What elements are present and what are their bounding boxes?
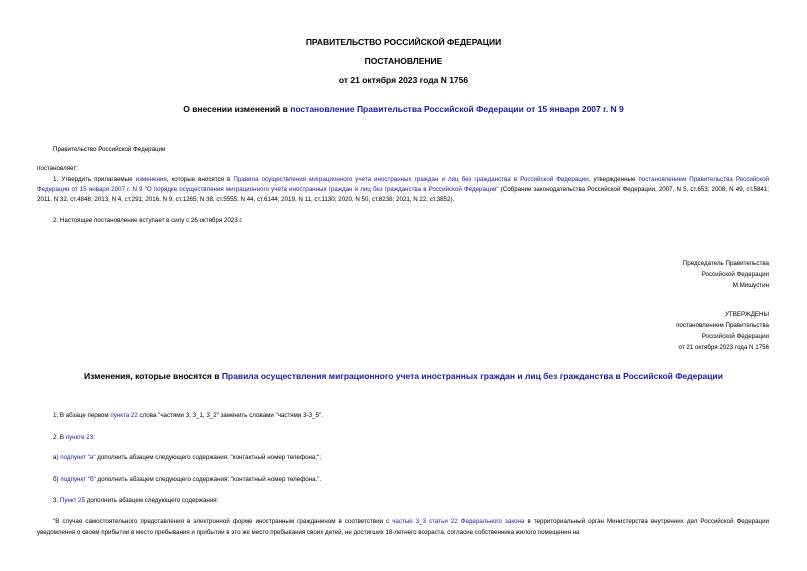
c2-text-a: 2. В — [53, 434, 66, 441]
c3text-b: в территориальный орган Министерства внутренних дел Российской Федерации уведомления о своем прибытии в место пребывания и прибытии в это же место пребывания своих детей, не достигших 18-летнего возраста, согласие собственника жилого помещения на — [37, 518, 769, 536]
document-type: ПОСТАНОВЛЕНИЕ — [364, 56, 443, 66]
signature-line-1: Председатель Правительства — [682, 260, 769, 267]
c3text-link[interactable]: частью 3_3 статьи 22 Федерального закона — [392, 518, 525, 525]
p1-text-c: , утвержденные — [588, 176, 639, 183]
approved-line-3: Российской Федерации — [701, 333, 769, 340]
p1-text-b: , которые вносятся в — [166, 176, 234, 183]
p1-text-d: (Собрание законодательства Российской Федерации, 2007, N 5, ст.653; 2008, N 49, ст.5841; 2011, N 32, ст.4848; 2013, N 4, ст.291; 2016, N 9, ст.1265; N 38, ст.5555; N 44, ст.6144; 2019, N 11, ст.1130; 2020, N 50, ст.8238; 2021, N 22, ст.3852). — [37, 186, 769, 203]
c2b-text-b: дополнить абзацем следующего содержания: "контактный номер телефона.". — [95, 476, 322, 483]
c3-link[interactable]: Пункт 25 — [59, 497, 86, 504]
document-subject — [0, 104, 807, 114]
c2a-text-a: а) — [53, 454, 61, 461]
approved-block — [676, 309, 769, 353]
changes-title-prefix: Изменения, которые вносятся в — [84, 371, 222, 381]
subject-prefix: О внесении изменений в — [183, 104, 291, 114]
changes-title — [0, 371, 807, 381]
c2a-text-b: дополнить абзацем следующего содержания: "контактный номер телефона;"; — [95, 454, 322, 461]
p1-link-decree[interactable]: постановлением Правительства Российской Федерации от 15 января 2007 г. N 9 "О порядке осуществления миграционного учета иностранных граждан и лиц без гражданства в Российской Федерации" — [37, 176, 769, 193]
c3text-a: "В случае самостоятельного представления в электронной форме иностранным гражданином в соответствии с — [53, 518, 393, 525]
change-1 — [53, 410, 323, 421]
change-3 — [53, 495, 218, 506]
approved-line-4: от 21 октября 2023 года N 1756 — [678, 344, 769, 351]
change-2 — [53, 432, 95, 443]
p1-link-rules[interactable]: Правила осуществления миграционного учета иностранных граждан и лиц без гражданства в Российской Федерации — [233, 176, 589, 183]
c2b-text-a: б) — [53, 476, 61, 483]
paragraph-2: 2. Настоящее постановление вступает в силу с 26 октября 2023 г. — [53, 217, 243, 224]
subject-link[interactable]: постановление Правительства Российской Федерации от 15 января 2007 г. N 9 — [290, 104, 624, 114]
signature-block — [683, 258, 769, 291]
c1-link[interactable]: пункта 22 — [110, 412, 138, 419]
issuer: Правительство Российской Федерации — [53, 146, 166, 153]
c2a-link[interactable]: подпункт "а" — [60, 454, 96, 461]
approved-line-1: УТВЕРЖДЕНЫ — [725, 311, 769, 318]
document-org-title: ПРАВИТЕЛЬСТВО РОССИЙСКОЙ ФЕДЕРАЦИИ — [305, 37, 502, 47]
c3-text-b: дополнить абзацем следующего содержания: — [85, 497, 219, 504]
changes-title-link[interactable]: Правила осуществления миграционного учета иностранных граждан и лиц без гражданства в Российской Федерации — [221, 371, 723, 381]
approved-line-2: постановлением Правительства — [676, 322, 769, 329]
c2-link[interactable]: пункте 23 — [65, 434, 94, 441]
document-date-number: от 21 октября 2023 года N 1756 — [338, 75, 469, 85]
c1-text-b: слова "частями 3, 3_1, 3_2" заменить словами "частями 3-3_5". — [137, 412, 323, 419]
signature-line-2: Российской Федерации — [701, 271, 769, 278]
signature-line-3: М.Мишустин — [732, 282, 769, 289]
paragraph-1 — [37, 175, 769, 205]
p1-link-changes[interactable]: изменения — [135, 176, 167, 183]
c2b-link[interactable]: подпункт "б" — [60, 476, 96, 483]
decides: постановляет: — [37, 165, 78, 172]
change-2b — [53, 474, 321, 485]
p1-text-a: 1. Утвердить прилагаемые — [53, 176, 136, 183]
change-2a — [53, 452, 321, 463]
c3-text-a: 3. — [53, 497, 60, 504]
c2-text-b: : — [93, 434, 95, 441]
c1-text-a: 1. В абзаце первом — [53, 412, 111, 419]
change-3-text — [37, 516, 769, 538]
